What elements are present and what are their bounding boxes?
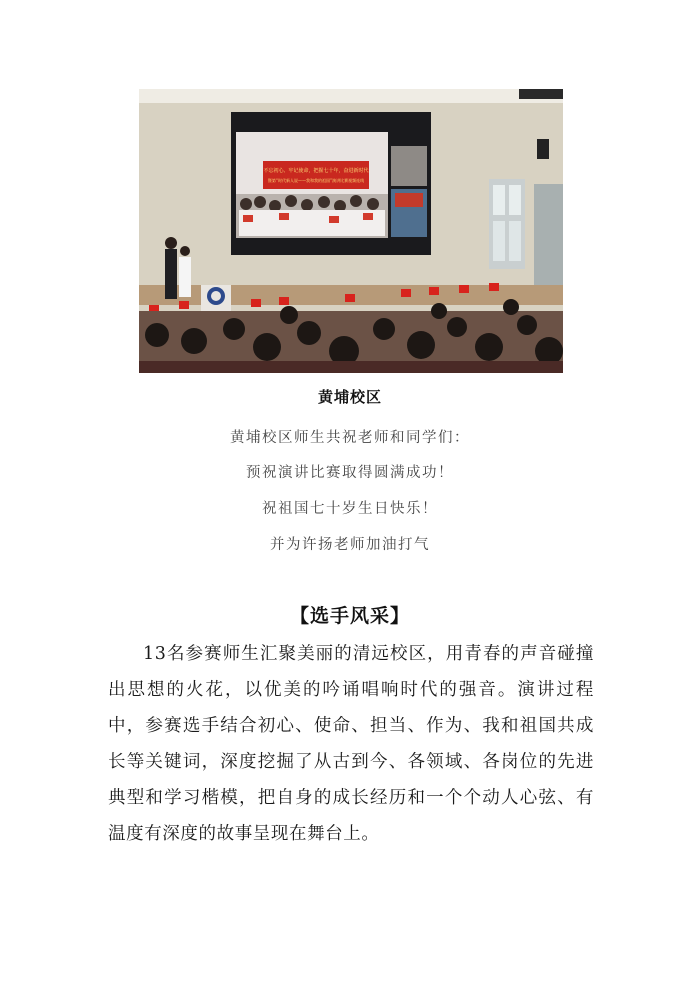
auditorium-photo (139, 89, 563, 373)
blessing-line-4: 并为许扬老师加油打气 (270, 537, 430, 553)
blessing-line-3: 祝祖国七十岁生日快乐！ (262, 501, 438, 517)
body-paragraph: 13名参赛师生汇聚美丽的清远校区，用青春的声音碰撞出思想的火花，以优美的吟诵唱响时代的强音。演讲过程中，参赛选手结合初心、使命、担当、作为、我和祖国共成长等关键词，深度挖掘了从古到今、各领域、各岗位的先进典型和学习楷模，把自身的成长经历和一个个动人心弦、有温度有深度的故事呈现在舞台上。 (108, 644, 594, 844)
section-heading: 【选手风采】 (289, 605, 410, 627)
blessing-line-1: 黄埔校区师生共祝老师和同学们： (230, 430, 470, 446)
photo-caption: 黄埔校区 (317, 388, 382, 406)
auditorium-scene-icon (139, 89, 563, 373)
screen-banner-text-1: 不忘初心、牢记使命，把握七十年，奋进新时代 (263, 168, 369, 174)
blessing-line-2: 预祝演讲比赛取得圆满成功！ (246, 465, 454, 481)
screen-banner-text-2: 暨第“时代新人说——我和我的祖国”演讲比赛视频连线 (267, 178, 365, 183)
